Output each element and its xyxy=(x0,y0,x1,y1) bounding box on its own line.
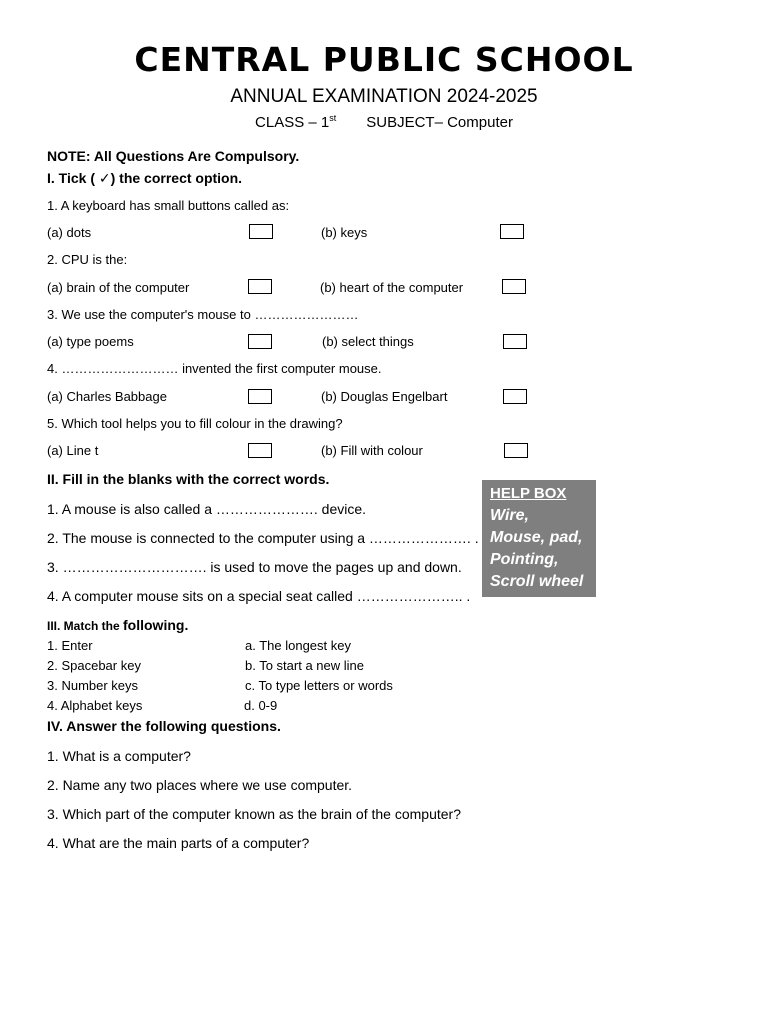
question-text: 4. ……………………… invented the first computer mouse. xyxy=(47,361,382,376)
option-b: (b) keys xyxy=(321,225,368,240)
checkbox-q5-b[interactable] xyxy=(504,443,528,458)
section2-heading: II. Fill in the blanks with the correct words. xyxy=(47,471,330,487)
blank-item: 3. …………………………. is used to move the pages up and down. xyxy=(47,559,462,575)
class-label: CLASS – 1 xyxy=(255,114,330,131)
checkbox-q3-b[interactable] xyxy=(503,334,527,349)
help-box xyxy=(482,480,596,597)
blank-item: 2. The mouse is connected to the computer using a …………………. . xyxy=(47,530,479,546)
checkbox-q1-b[interactable] xyxy=(500,224,524,239)
answer-question: 2. Name any two places where we use computer. xyxy=(47,777,353,793)
match-right-item: a. The longest key xyxy=(245,638,351,653)
section4-heading: IV. Answer the following questions. xyxy=(47,718,281,734)
option-b: (b) Douglas Engelbart xyxy=(321,389,448,404)
help-word: Wire, xyxy=(490,507,529,524)
checkbox-q5-a[interactable] xyxy=(248,443,272,458)
checkbox-q1-a[interactable] xyxy=(249,224,273,239)
section3-heading-part1: III. Match the xyxy=(47,619,124,633)
option-a: (a) type poems xyxy=(47,334,134,349)
answer-question: 1. What is a computer? xyxy=(47,748,191,764)
class-superscript: st xyxy=(329,113,337,123)
question-text: 2. CPU is the: xyxy=(47,252,128,267)
checkbox-q4-b[interactable] xyxy=(503,389,527,404)
note-text: NOTE: All Questions Are Compulsory. xyxy=(47,148,300,164)
match-left-item: 3. Number keys xyxy=(47,678,139,693)
help-word: Pointing, xyxy=(490,551,559,568)
checkbox-q3-a[interactable] xyxy=(248,334,272,349)
section1-heading: I. Tick ( ✓) the correct option. xyxy=(47,170,243,186)
option-b: (b) select things xyxy=(322,334,414,349)
section3-heading-part2: following xyxy=(123,617,185,633)
option-a: (a) dots xyxy=(47,225,92,240)
option-b: (b) Fill with colour xyxy=(321,443,423,458)
answer-question: 4. What are the main parts of a computer? xyxy=(47,835,310,851)
blank-item: 1. A mouse is also called a …………………. device. xyxy=(47,501,367,517)
option-a: (a) Line t xyxy=(47,443,99,458)
question-text: 1. A keyboard has small buttons called as: xyxy=(47,198,290,213)
checkbox-q4-a[interactable] xyxy=(248,389,272,404)
option-a: (a) brain of the computer xyxy=(47,280,190,295)
match-left-item: 4. Alphabet keys xyxy=(47,698,143,713)
match-left-item: 2. Spacebar key xyxy=(47,658,141,673)
subject-label: SUBJECT– Computer xyxy=(366,114,513,131)
section3-heading xyxy=(47,617,188,635)
checkbox-q2-b[interactable] xyxy=(502,279,526,294)
help-word: Scroll wheel xyxy=(490,573,584,590)
match-right-item: c. To type letters or words xyxy=(245,678,393,693)
class-subject-line xyxy=(0,113,768,131)
school-title: CENTRAL PUBLIC SCHOOL xyxy=(134,40,634,79)
match-right-item: b. To start a new line xyxy=(245,658,364,673)
match-left-item: 1. Enter xyxy=(47,638,93,653)
exam-title: ANNUAL EXAMINATION 2024-2025 xyxy=(230,86,538,107)
option-b: (b) heart of the computer xyxy=(320,280,464,295)
section3-heading-part3: . xyxy=(184,617,189,633)
option-a: (a) Charles Babbage xyxy=(47,389,167,404)
question-text: 5. Which tool helps you to fill colour in the drawing? xyxy=(47,416,343,431)
answer-question: 3. Which part of the computer known as the brain of the computer? xyxy=(47,806,461,822)
blank-item: 4. A computer mouse sits on a special seat called ………………….. . xyxy=(47,588,471,604)
checkbox-q2-a[interactable] xyxy=(248,279,272,294)
help-box-title: HELP BOX xyxy=(490,485,567,502)
match-right-item: d. 0-9 xyxy=(244,698,278,713)
help-word: Mouse, pad, xyxy=(490,529,583,546)
question-text: 3. We use the computer's mouse to …………………… xyxy=(47,307,359,322)
